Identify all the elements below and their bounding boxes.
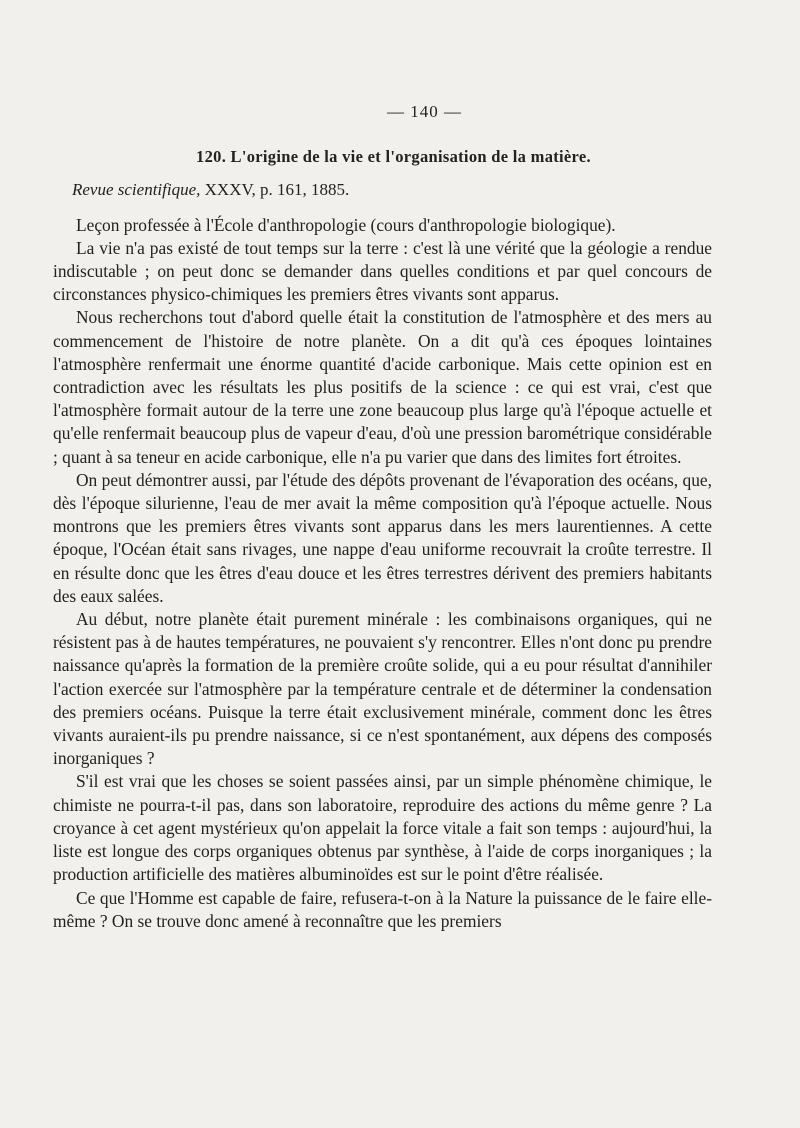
journal-title: Revue scientifique,: [72, 180, 201, 200]
paragraph: On peut démontrer aussi, par l'étude des dépôts provenant de l'évaporation des océans, que, dès l'époque silurienne, l'eau de mer avait la même composition qu'à l'époque actuelle. Nous montrons que les premiers êtres vivants sont apparus dans les mers laurentiennes. A cette époque, l'Océan était sans rivages, une nappe d'eau uniforme recouvrait la croûte terrestre. Il en résulte donc que les êtres d'eau douce et les êtres terrestres dérivent des premiers habitants des eaux salées.: [53, 469, 712, 606]
paragraph: Au début, notre planète était purement minérale : les combinaisons organiques, qui ne résistent pas à de hautes températures, ne pouvaient s'y rencontrer. Elles n'ont donc pu prendre naissance qu'après la formation de la première croûte solide, qui a eu pour résultat d'annihiler l'action exercée sur l'atmosphère par la température centrale et de déterminer la condensation des premiers océans. Puisque la terre était exclusivement minérale, comment donc les êtres vivants auraient-ils pu prendre naissance, si ce n'est spontanément, aux dépens des composés inorganiques ?: [53, 609, 712, 769]
source-citation: [72, 178, 712, 201]
paragraph: La vie n'a pas existé de tout temps sur la terre : c'est là une vérité que la géologie a rendue indiscutable ; on peut donc se demander dans quelles conditions et par quel concours de circonstances physico-chimiques les premiers êtres vivants sont apparus.: [53, 237, 712, 305]
page-number: — 140 —: [387, 102, 462, 121]
article-heading: 120. L'origine de la vie et l'organisation de la matière.: [196, 147, 591, 167]
document-page: [53, 100, 712, 933]
paragraph: Nous recherchons tout d'abord quelle était la constitution de l'atmosphère et des mers au commencement de l'histoire de notre planète. On a dit qu'à ces époques lointaines l'atmosphère renfermait une énorme quantité d'acide carbonique. Mais cette opinion est en contradiction avec les résultats les plus positifs de la science : ce qui est vrai, c'est que l'atmosphère formait autour de la terre une zone beaucoup plus large qu'à l'époque actuelle et qu'elle renfermait beaucoup plus de vapeur d'eau, d'où une pression barométrique considérable ; quant à sa teneur en acide carbonique, elle n'a pu varier que dans des limites fort étroites.: [53, 307, 712, 467]
citation-details: XXXV, p. 161, 1885.: [200, 180, 350, 200]
paragraph: S'il est vrai que les choses se soient passées ainsi, par un simple phénomène chimique, le chimiste ne pourra-t-il pas, dans son laboratoire, reproduire des actions du même genre ? La croyance à cet agent mystérieux qu'on appelait la force vitale a fait son temps : aujourd'hui, la liste est longue des corps organiques obtenus par synthèse, à l'aide de corps inorganiques ; la production artificielle des matières albuminoïdes est sur le point d'être réalisée.: [53, 771, 712, 885]
paragraph: Ce que l'Homme est capable de faire, refusera-t-on à la Nature la puissance de le faire elle-même ? On se trouve donc amené à reconnaître que les premiers: [53, 887, 712, 931]
paragraph: Leçon professée à l'École d'anthropologie (cours d'anthropologie biologique).: [76, 214, 616, 235]
